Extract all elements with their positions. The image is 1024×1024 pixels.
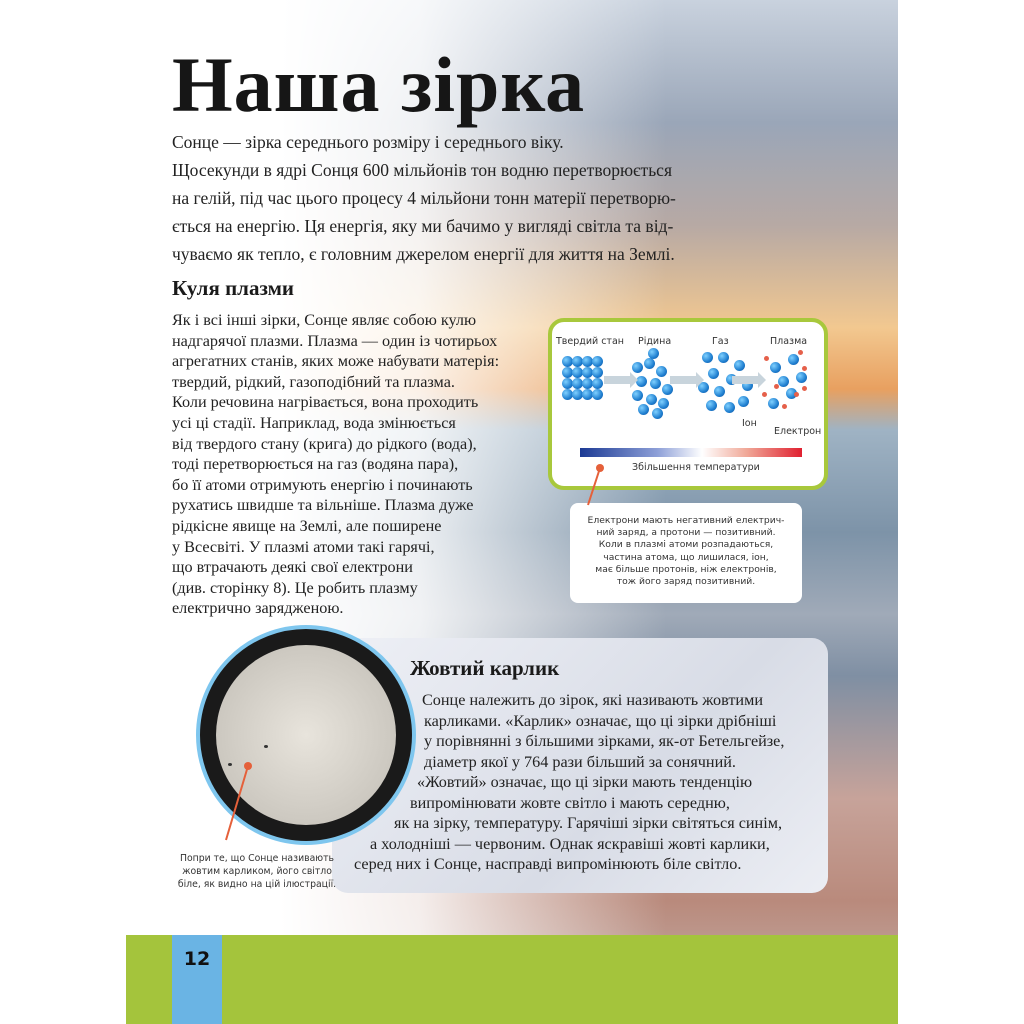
label-solid: Твердий стан (556, 336, 625, 347)
text-line: має більше протонів, ніж електронів, (595, 563, 777, 575)
arrow-icon (670, 376, 696, 384)
text-line: у порівнянні з більшими зірками, як-от Бетельгейзе, (424, 732, 785, 750)
text-line: «Жовтий» означає, що ці зірки мають тенденцію (417, 773, 753, 791)
text-line: надгарячої плазми. Плазма — один із чотирьох (172, 331, 498, 350)
electron-particle (764, 356, 769, 361)
atom-particle (796, 372, 807, 383)
arrow-icon (604, 376, 630, 384)
sun-disc (216, 645, 396, 825)
atom-particle (650, 378, 661, 389)
atom-particle (646, 394, 657, 405)
atom-particle (724, 402, 735, 413)
atom-particle (648, 348, 659, 359)
intro-text (172, 128, 772, 268)
text-line: біле, як видно на цій ілюстрації. (177, 879, 337, 890)
sunspot (228, 763, 232, 766)
text-line: тоді перетворюється на газ (водяна пара), (172, 455, 459, 474)
atom-particle (658, 398, 669, 409)
intro-line: ється на енергію. Ця енергія, яку ми бачимо у вигляді світла та від- (172, 216, 674, 236)
atom-particle (768, 398, 779, 409)
atom-particle (734, 360, 745, 371)
text-line: а холодніші — червоним. Однак яскравіші жовті карлики, (370, 834, 770, 853)
text-line: рідкісне явище на Землі, але поширене (172, 516, 442, 535)
intro-line: на гелій, під час цього процесу 4 мільйони тонн матерії перетворю- (172, 188, 676, 208)
temperature-gradient-bar (580, 448, 802, 457)
text-line: випромінювати жовте світло і мають середню, (410, 793, 730, 812)
text-line: Коли речовина нагрівається, вона проходить (172, 393, 479, 412)
text-line: що втрачають деякі свої електрони (172, 558, 413, 577)
text-line: твердий, рідкий, газоподібний та плазма. (172, 372, 455, 391)
atom-particle (702, 352, 713, 363)
electron-particle (774, 384, 779, 389)
text-line: від твердого стану (крига) до рідкого (вода), (172, 434, 477, 453)
label-liquid: Рідина (638, 336, 672, 347)
atom-particle (644, 358, 655, 369)
intro-line: чуваємо як тепло, є головним джерелом енергії для життя на Землі. (172, 244, 675, 264)
atom-particle (662, 384, 673, 395)
atom-particle (738, 396, 749, 407)
sunspot (264, 745, 268, 748)
electron-particle (782, 404, 787, 409)
text-line: (див. сторінку 8). Це робить плазму (172, 578, 418, 597)
text-line: діаметр якої у 764 рази більший за сонячний. (424, 752, 736, 771)
text-line: бо її атоми отримують енергію і починають (172, 475, 473, 494)
atom-particle (706, 400, 717, 411)
label-ion: Іон (742, 418, 757, 429)
electron-particle (798, 350, 803, 355)
text-line: карликами. «Карлик» означає, що ці зірки дрібніші (424, 711, 777, 730)
plasma-text (172, 310, 502, 619)
yellow-dwarf-heading: Жовтий карлик (410, 656, 560, 680)
temperature-label: Збільшення температури (632, 462, 760, 473)
text-line: Попри те, що Сонце називають (179, 853, 335, 864)
text-line: агрегатних станів, яких може набувати матерія: (172, 352, 500, 371)
atom-particle (592, 389, 603, 400)
text-line: у Всесвіті. У плазмі атоми такі гарячі, (172, 537, 435, 556)
text-line: жовтим карликом, його світло (182, 866, 332, 877)
text-line: Коли в плазмі атоми розпадаються, (598, 539, 774, 551)
intro-line: Щосекунди в ядрі Сонця 600 мільйонів тон водню перетворюється (172, 160, 672, 180)
electron-particle (794, 392, 799, 397)
text-line: Сонце належить до зірок, які називають жовтими (422, 691, 763, 709)
electron-particle (802, 366, 807, 371)
atom-particle (714, 386, 725, 397)
text-line: Електрони мають негативний електрич- (587, 515, 785, 526)
atom-particle (708, 368, 719, 379)
intro-line: Сонце — зірка середнього розміру і середнього віку. (172, 132, 564, 152)
electron-particle (762, 392, 767, 397)
atom-particle (652, 408, 663, 419)
atom-particle (592, 367, 603, 378)
atom-particle (656, 366, 667, 377)
text-line: Як і всі інші зірки, Сонце являє собою кулю (172, 311, 477, 329)
text-line: ний заряд, а протони — позитивний. (596, 527, 776, 539)
plasma-heading: Куля плазми (172, 276, 295, 300)
label-electron: Електрон (774, 426, 822, 437)
atom-particle (788, 354, 799, 365)
text-line: як на зірку, температуру. Гарячіші зірки світяться синім, (394, 814, 782, 832)
text-line: рухатись швидше та вільніше. Плазма дуже (172, 496, 474, 515)
info-callout (570, 503, 802, 603)
text-line: тож його заряд позитивний. (616, 576, 756, 588)
sun-caption (162, 852, 352, 891)
atom-particle (592, 356, 603, 367)
text-line: усі ці стадії. Наприклад, вода змінюється (172, 413, 456, 432)
states-of-matter-diagram (548, 318, 828, 490)
text-line: серед них і Сонце, насправді випромінюють біле світло. (354, 855, 742, 873)
atom-particle (638, 404, 649, 415)
atom-particle (592, 378, 603, 389)
label-gas: Газ (712, 336, 729, 347)
arrow-icon (732, 376, 758, 384)
book-page (126, 0, 898, 1024)
page-title: Наша зірка (172, 41, 586, 128)
page-number: 12 (172, 935, 222, 1024)
atom-particle (718, 352, 729, 363)
atom-particle (778, 376, 789, 387)
electron-particle (802, 386, 807, 391)
atom-particle (770, 362, 781, 373)
sun-image (196, 625, 416, 845)
text-line: частина атома, що лишилася, іон, (603, 551, 769, 563)
atom-particle (632, 390, 643, 401)
label-plasma: Плазма (770, 336, 808, 347)
page-footer (126, 935, 898, 1024)
text-line: електрично зарядженою. (172, 599, 344, 618)
